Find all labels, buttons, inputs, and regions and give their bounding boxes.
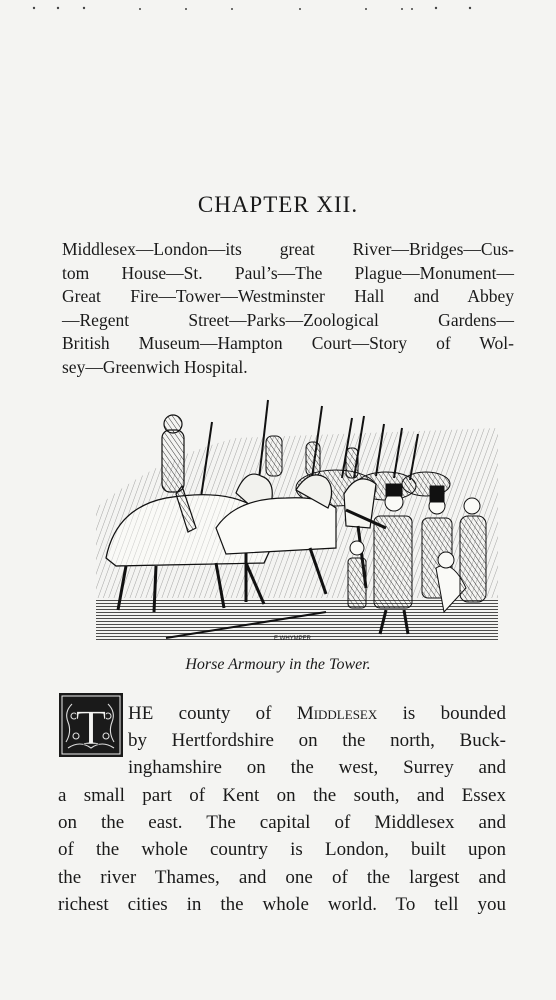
chapter-summary	[62, 238, 514, 379]
dropcap-letter: T	[75, 699, 107, 755]
body-line	[128, 700, 506, 727]
decorated-initial-T	[58, 692, 124, 758]
engraver-signature: E.WHYMPER	[274, 636, 312, 642]
body-line: richest cities in the whole world. To tell you	[58, 893, 506, 915]
body-line: on the east. The capital of Middlesex and	[58, 812, 506, 834]
body-paragraph	[128, 700, 506, 782]
chapter-title: CHAPTER XII.	[197, 192, 359, 217]
body-line: the river Thames, and one of the largest and	[58, 866, 506, 888]
summary-line: sey—Greenwich Hospital.	[62, 356, 248, 377]
summary-line: Great Fire—Tower—Westminster Hall and Abbey	[62, 286, 514, 306]
body-paragraph-continued	[58, 782, 506, 918]
body-line: by Hertfordshire on the north, Buck-	[128, 730, 506, 752]
top-edge-marks	[0, 0, 556, 20]
illustration-caption: Horse Armoury in the Tower.	[185, 656, 371, 673]
county-name: Middlesex	[296, 703, 378, 724]
summary-line: British Museum—Hampton Court—Story of Wol-	[62, 333, 514, 353]
body-line: a small part of Kent on the south, and Essex	[58, 785, 506, 806]
body-line: inghamshire on the west, Surrey and	[128, 757, 506, 779]
summary-line: Middlesex—London—its great River—Bridges—Cus-	[62, 239, 514, 259]
body-line-start: HE county of	[128, 703, 297, 724]
body-line-end: is bounded	[377, 703, 506, 724]
body-line: of the whole country is London, built upon	[58, 839, 506, 861]
horse-armoury-engraving	[96, 398, 498, 650]
summary-line: —Regent Street—Parks—Zoological Gardens—	[62, 309, 514, 330]
summary-line: tom House—St. Paul’s—The Plague—Monument—	[62, 262, 514, 283]
